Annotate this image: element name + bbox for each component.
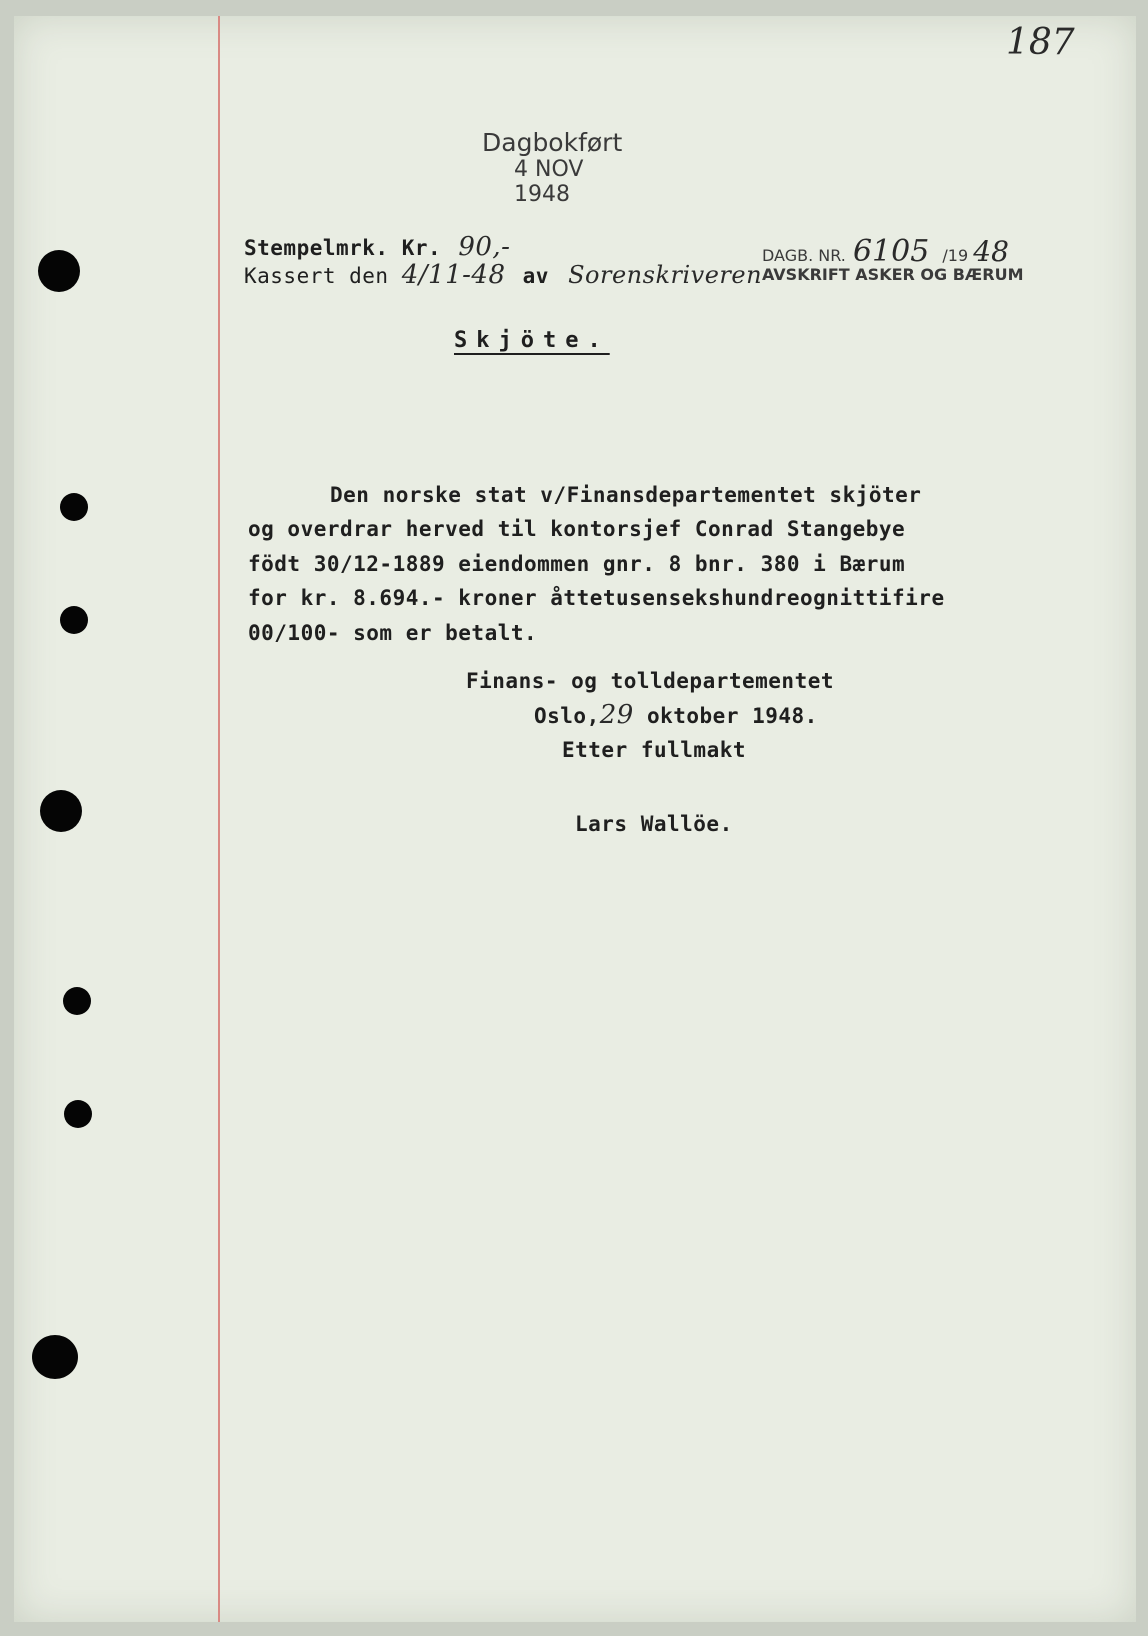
cancelled-label: Kassert den [244,264,389,288]
clerk-signature: Sorenskriveren [568,261,763,289]
journal-year: 48 [973,235,1009,268]
punch-hole [60,606,88,634]
punch-hole [60,493,88,521]
punch-hole [63,987,91,1015]
registered-stamp-title: Dagbokført [482,128,623,157]
punch-hole [32,1335,78,1379]
body-line: 00/100- som er betalt. [248,620,538,645]
body-line: Den norske stat v/Finansdepartementet skjöter [330,483,922,507]
signatory: Lars Wallöe. [575,812,733,836]
punch-hole [64,1100,92,1128]
punch-hole [38,250,80,292]
fee-amount: 90,- [458,232,511,262]
journal-number: 6105 [852,234,930,269]
body-line: födt 30/12-1889 eiendommen gnr. 8 bnr. 380 i Bærum [248,551,906,576]
punch-hole [40,790,82,832]
day: 29 [599,700,634,730]
body-line: for kr. 8.694.- kroner åttetusensekshundreognittifire [248,586,945,611]
fee-label: Stempelmrk. Kr. [244,236,442,260]
journal-stamp [762,234,1024,284]
journal-label: DAGB. NR. [762,246,846,265]
date-rest: oktober 1948. [646,704,818,728]
document-title: Skjöte. [454,328,610,353]
department-name: Finans- og tolldepartementet [466,669,835,693]
document-body [248,478,945,650]
place: Oslo, [534,704,600,728]
fee-stamp [244,232,762,290]
registered-stamp-date: 4 NOV 1948 [514,157,584,207]
authority: Etter fullmakt [562,738,747,762]
page-number: 187 [1006,22,1075,63]
margin-line [218,16,220,1622]
registered-stamp [482,128,642,207]
cancelled-date: 4/11-48 [401,260,506,290]
body-line: og overdrar herved til kontorsjef Conrad Stangebye [248,517,906,542]
signature-block [466,664,834,767]
journal-subtitle: AVSKRIFT ASKER OG BÆRUM [762,265,1024,284]
cancelled-by-label: av [522,264,549,288]
journal-year-prefix: /19 [942,246,969,265]
